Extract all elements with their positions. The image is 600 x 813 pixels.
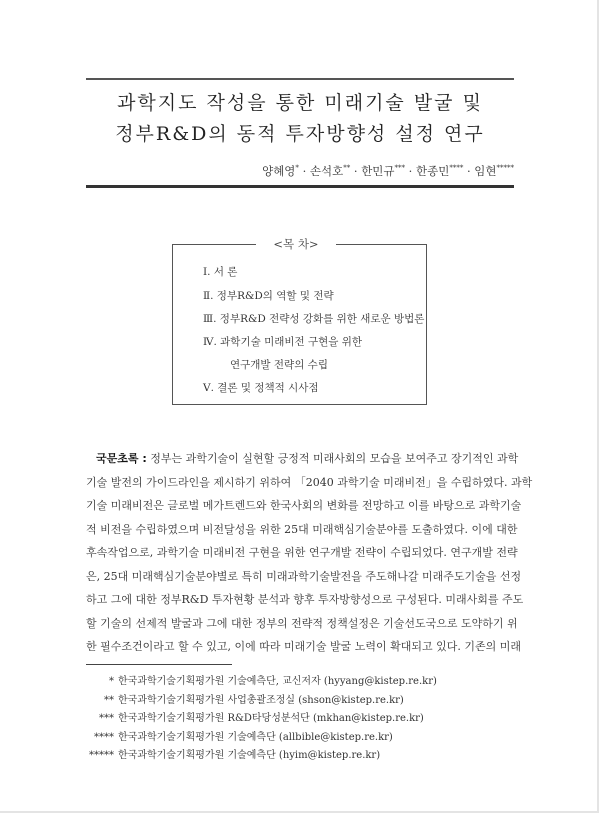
abstract-line: 할 기술의 선제적 발굴과 그에 대한 정부의 전략적 정책설정은 기술선도국으로 도약하기 위 xyxy=(86,616,518,630)
abstract-line: 후속작업으로, 과학기술 미래비전 구현을 위한 연구개발 전략이 수립되었다. 연구개발 전략 xyxy=(86,546,518,559)
abstract-line: 하고 그에 대한 정부R&D 투자현황 분석과 향후 투자방향성으로 구성된다. 미래사회를 주도 xyxy=(86,593,524,606)
abstract-label: 국문초록 : xyxy=(96,452,147,465)
author-separator: · xyxy=(298,164,310,178)
author: 한종민**** xyxy=(415,164,464,178)
abstract-line: 기술 미래비전은 글로벌 메가트렌드와 한국사회의 변화를 전망하고 이를 바탕으로 과학기술 xyxy=(86,499,522,512)
author-separator: · xyxy=(350,164,362,178)
abstract-line: 국문초록 : 정부는 과학기술이 실현할 긍정적 미래사회의 모습을 보여주고 장기적인 과학 xyxy=(96,452,519,465)
abstract-line: 은, 25대 미래핵심기술분야별로 특히 미래과학기술발전을 주도해나갈 미래주도기술을 선정 xyxy=(86,569,522,583)
footnote: *** 한국과학기술기획평가원 R&D타당성분석단 (mkhan@kistep.re.kr) xyxy=(99,713,424,724)
toc-item: Ⅴ. 결론 및 정책적 시사점 xyxy=(203,382,319,394)
toc-border xyxy=(336,244,426,245)
footnote: * 한국과학기술기획평가원 기술예측단, 교신저자 (hyyang@kistep.re.kr) xyxy=(109,676,437,687)
toc-item: Ⅰ. 서 론 xyxy=(203,266,238,278)
footnote-rule xyxy=(86,664,232,665)
abstract xyxy=(86,447,533,659)
footnote: ** 한국과학기술기획평가원 사업총괄조정실 (shson@kistep.re.kr) xyxy=(104,695,404,706)
footnote: ***** 한국과학기술기획평가원 기술예측단 (hyim@kistep.re.kr) xyxy=(89,750,381,761)
footnote: **** 한국과학기술기획평가원 기술예측단 (allbible@kistep.re.kr) xyxy=(94,732,393,743)
top-rule xyxy=(86,78,514,80)
author-list xyxy=(262,163,514,179)
author: 임현***** xyxy=(474,164,514,178)
toc-item: Ⅱ. 정부R&D의 역할 및 전략 xyxy=(203,290,334,302)
author-separator: · xyxy=(405,164,416,178)
toc-item: Ⅲ. 정부R&D 전략성 강화를 위한 새로운 방법론 xyxy=(203,313,425,325)
abstract-line: 적 비전을 수립하였으며 비전달성을 위한 25대 미래핵심기술분야를 도출하였다. 이에 대한 xyxy=(86,522,518,536)
author: 손석호** xyxy=(309,164,351,178)
toc-item: 연구개발 전략의 수립 xyxy=(230,359,328,371)
abstract-line: 한 필수조건이라고 할 수 있고, 이에 따라 미래기술 발굴 노력이 확대되고 있다. 기존의 미래 xyxy=(86,640,521,653)
toc-border xyxy=(172,244,256,245)
toc-title: <목 차> xyxy=(273,237,319,251)
author: 양혜영* xyxy=(262,164,299,178)
title-line-1: 과학지도 작성을 통한 미래기술 발굴 및 xyxy=(117,92,483,114)
abstract-line: 기술 발전의 가이드라인을 제시하기 위하여 「2040 과학기술 미래비전」을 수립하였다. 과학 xyxy=(86,475,533,489)
author-separator: · xyxy=(463,164,475,178)
title-line-2: 정부R&D의 동적 투자방향성 설정 연구 xyxy=(115,123,485,145)
header-rule xyxy=(86,185,514,188)
author: 한민규*** xyxy=(361,164,406,178)
toc-item: Ⅳ. 과학기술 미래비전 구현을 위한 xyxy=(203,336,363,348)
